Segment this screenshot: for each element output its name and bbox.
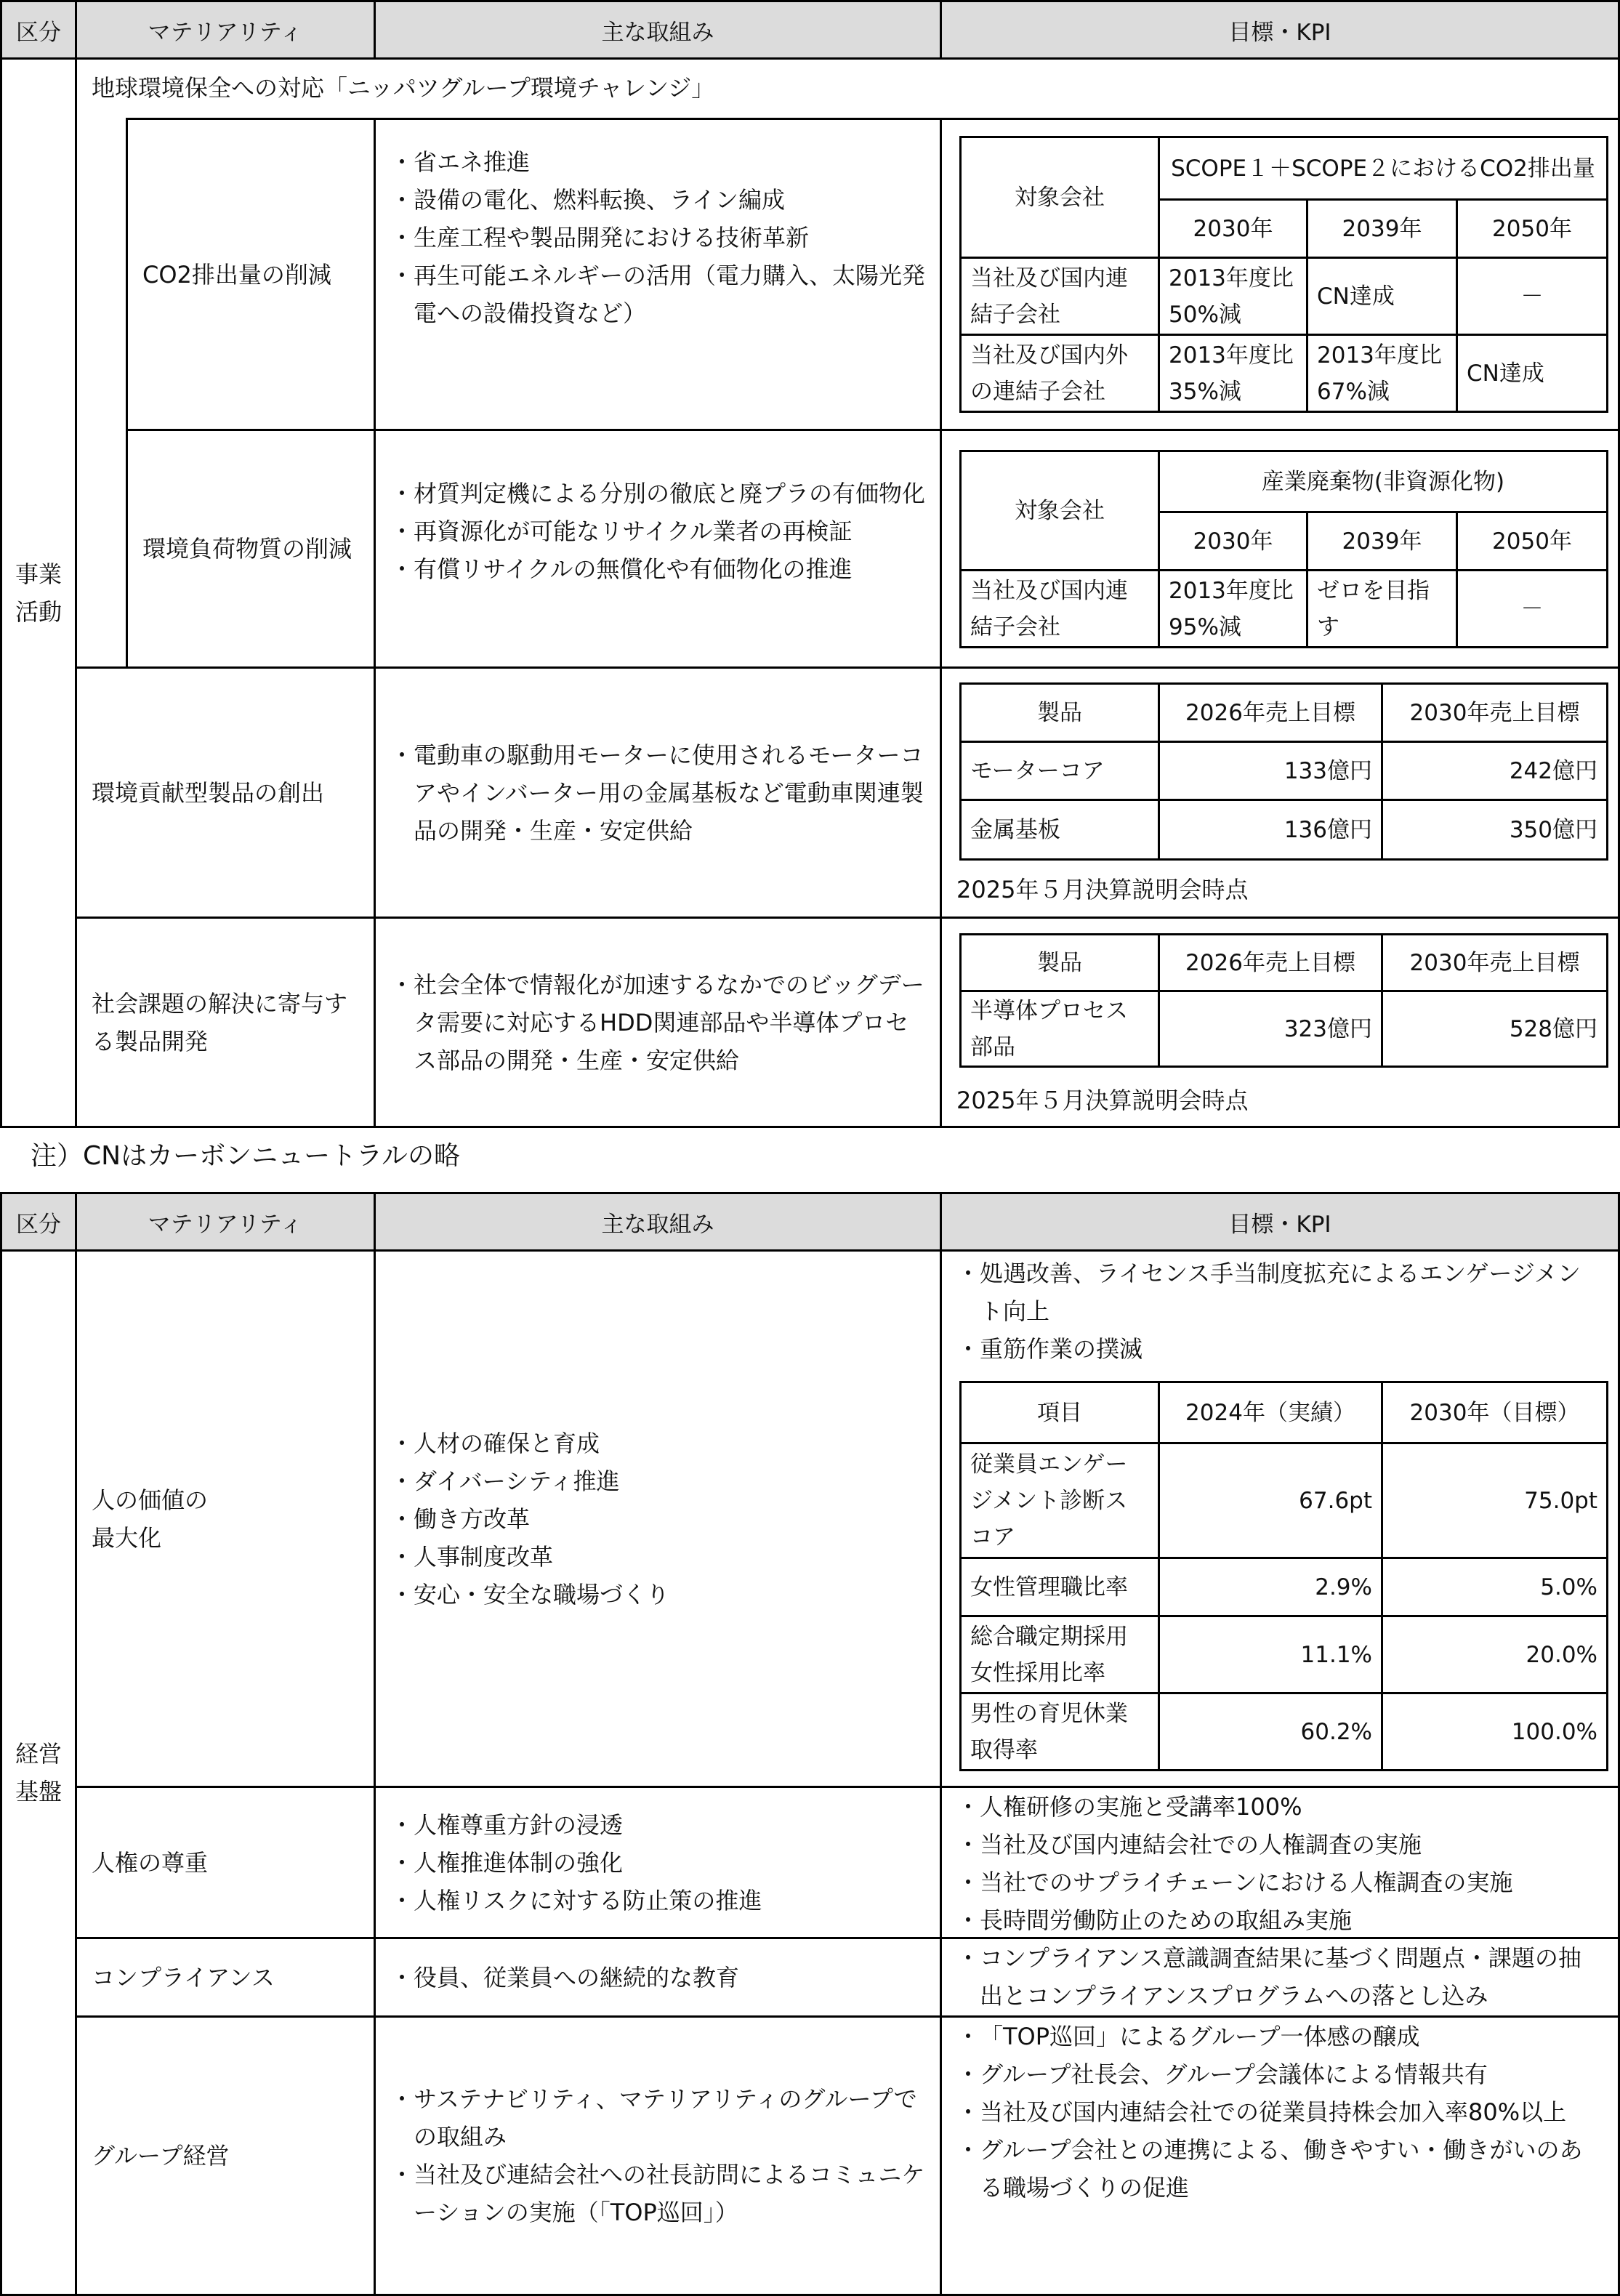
header-materiality-label: マテリアリティ — [148, 19, 303, 46]
table-cell: 323億円 — [1159, 991, 1382, 1067]
materiality-compliance — [75, 1937, 376, 2018]
actions-list — [390, 1806, 762, 1920]
list-item: ・ 設備の電化、燃料転換、ライン編成 — [390, 181, 925, 219]
table-cell: 2.9% — [1159, 1558, 1382, 1616]
table-cell: 60.2% — [1159, 1693, 1382, 1771]
list-item: ・ 処遇改善、ライセンス手当制度拡充によるエンゲージメント向上 — [956, 1254, 1603, 1330]
list-item: ・ 人材の確保と育成 — [390, 1425, 669, 1462]
header-actions-label: 主な取組み — [601, 19, 714, 46]
list-item: ・ サステナビリティ、マテリアリティのグループでの取組み — [390, 2080, 925, 2156]
table-cell: － — [1457, 258, 1608, 335]
table-cell: 2013年度比50%減 — [1159, 258, 1307, 335]
kpi-note: 2025年５月決算説明会時点 — [956, 1087, 1249, 1114]
materiality-line: 人の価値の — [92, 1486, 209, 1514]
header-kpi — [940, 0, 1620, 60]
table-header-cell: 2039年 — [1307, 200, 1457, 258]
category-label — [15, 555, 62, 631]
table-cell: 2013年度比67%減 — [1307, 335, 1457, 412]
footnote: 注）CNはカーボンニュートラルの略 — [31, 1141, 460, 1171]
materiality-label: コンプライアンス — [92, 1963, 275, 1991]
list-item: ・ 社会全体で情報化が加速するなかでのビッグデータ需要に対応するHDD関連部品や半導体プロセス部品の開発・生産・安定供給 — [390, 966, 925, 1079]
list-item: ・ 当社でのサプライチェーンにおける人権調査の実施 — [956, 1864, 1603, 1901]
actions-list — [390, 1425, 669, 1614]
list-item: ・ 当社及び国内連結会社での従業員持株会加入率80%以上 — [956, 2093, 1603, 2131]
table-header-cell: 製品 — [961, 684, 1159, 742]
header-category — [0, 0, 77, 60]
table-cell: 528億円 — [1382, 991, 1608, 1067]
list-item: ・ 長時間労働防止のための取組み実施 — [956, 1901, 1603, 1939]
list-item: ・ 再資源化が可能なリサイクル業者の再検証 — [390, 512, 925, 550]
list-item: ・ コンプライアンス意識調査結果に基づく問題点・課題の抽出とコンプライアンスプログラムへの落とし込み — [956, 1939, 1603, 2015]
kpi-group-management — [940, 2015, 1620, 2296]
materiality-human-value — [75, 1249, 376, 1788]
kpi-bullets — [956, 1788, 1603, 1939]
header-actions — [374, 1192, 942, 1252]
kpi-human-value — [940, 1249, 1620, 1788]
actions-list — [390, 966, 925, 1079]
management-foundation-table — [0, 1192, 1620, 2296]
table-row — [961, 258, 1608, 335]
list-item: ・ 当社及び連結会社への社長訪問によるコミュニケーションの実施（「TOP巡回」） — [390, 2156, 925, 2231]
table-cell: 75.0pt — [1382, 1443, 1608, 1558]
list-item: ・ グループ会社との連携による、働きやすい・働きがいのある職場づくりの促進 — [956, 2131, 1603, 2207]
table-row — [961, 800, 1608, 860]
materiality-label: 社会課題の解決に寄与する製品開発 — [92, 989, 348, 1055]
header-category-label: 区分 — [16, 1211, 61, 1238]
eco-products-kpi-table — [959, 682, 1608, 861]
category-line: 活動 — [15, 597, 62, 626]
list-item: ・ 有償リサイクルの無償化や有価物化の推進 — [390, 550, 925, 588]
materiality-group-management — [75, 2015, 376, 2296]
actions-hazardous — [374, 429, 942, 669]
kpi-eco-products — [940, 666, 1620, 919]
actions-co2 — [374, 118, 942, 431]
header-kpi-label: 目標・KPI — [1228, 19, 1331, 46]
actions-eco-products — [374, 666, 942, 919]
table-header-cell: 2030年売上目標 — [1382, 684, 1608, 742]
table-header-cell: SCOPE１＋SCOPE２におけるCO2排出量 — [1159, 137, 1608, 200]
table-row — [961, 1443, 1608, 1558]
actions-list — [390, 143, 925, 332]
social-kpi-table — [959, 933, 1608, 1068]
table-cell: 5.0% — [1382, 1558, 1608, 1616]
co2-kpi-table — [959, 136, 1608, 413]
actions-list — [390, 475, 925, 588]
materiality-eco-products — [75, 666, 376, 919]
category-cell — [0, 1249, 77, 2296]
table-cell: 67.6pt — [1159, 1443, 1382, 1558]
table-header-cell: 対象会社 — [961, 137, 1159, 258]
table-cell: 350億円 — [1382, 800, 1608, 860]
list-item: ・ 電動車の駆動用モーターに使用されるモーターコアやインバーター用の金属基板など電動車関連製品の開発・生産・安定供給 — [390, 736, 925, 850]
table-header-cell: 2050年 — [1457, 512, 1608, 571]
table-row — [961, 1616, 1608, 1693]
table-cell: 当社及び国内連結子会社 — [961, 571, 1159, 648]
materiality-human-rights — [75, 1786, 376, 1939]
table-cell: モーターコア — [961, 742, 1159, 800]
table-cell: 20.0% — [1382, 1616, 1608, 1693]
list-item: ・ 再生可能エネルギーの活用（電力購入、太陽光発電への設備投資など） — [390, 257, 925, 332]
table-cell: 133億円 — [1159, 742, 1382, 800]
list-item: ・ グループ社長会、グループ会議体による情報共有 — [956, 2055, 1603, 2093]
table-row — [961, 1558, 1608, 1616]
actions-list — [390, 1959, 739, 1997]
table-cell: 女性管理職比率 — [961, 1558, 1159, 1616]
table-header-cell: 2030年 — [1159, 200, 1307, 258]
materiality-label: 環境貢献型製品の創出 — [92, 778, 325, 807]
table-cell: 当社及び国内連結子会社 — [961, 258, 1159, 335]
table-header-cell: 対象会社 — [961, 451, 1159, 571]
kpi-co2 — [940, 118, 1620, 431]
list-item: ・ 人権リスクに対する防止策の推進 — [390, 1882, 762, 1920]
table-header-cell: 2030年（目標） — [1382, 1382, 1608, 1443]
table-cell: － — [1457, 571, 1608, 648]
table-cell: 2013年度比95%減 — [1159, 571, 1307, 648]
table-cell: CN達成 — [1457, 335, 1608, 412]
header-materiality-label: マテリアリティ — [148, 1211, 303, 1238]
materiality-label — [92, 1481, 208, 1557]
table-row — [961, 991, 1608, 1067]
header-materiality — [75, 0, 376, 60]
materiality-co2 — [126, 118, 376, 431]
table-header-cell: 2039年 — [1307, 512, 1457, 571]
env-challenge-title: 地球環境保全への対応「ニッパツグループ環境チャレンジ」 — [92, 74, 715, 102]
materiality-social — [75, 917, 376, 1128]
table-cell: 総合職定期採用女性採用比率 — [961, 1616, 1159, 1693]
list-item: ・ 重筋作業の撲滅 — [956, 1330, 1603, 1368]
header-kpi-label: 目標・KPI — [1228, 1211, 1331, 1238]
list-item: ・ 人権尊重方針の浸透 — [390, 1806, 762, 1844]
table-header-cell: 2026年売上目標 — [1159, 935, 1382, 991]
header-category-label: 区分 — [16, 19, 61, 46]
table-row — [961, 335, 1608, 412]
materiality-label: CO2排出量の削減 — [142, 260, 331, 289]
table-cell: 2013年度比35%減 — [1159, 335, 1307, 412]
materiality-label: グループ経営 — [92, 2142, 230, 2170]
table-cell: 男性の育児休業取得率 — [961, 1693, 1159, 1771]
table-header-cell: 2024年（実績） — [1159, 1382, 1382, 1443]
header-materiality — [75, 1192, 376, 1252]
kpi-hazardous — [940, 429, 1620, 669]
category-line: 基盤 — [15, 1778, 62, 1805]
table-cell: 100.0% — [1382, 1693, 1608, 1771]
actions-human-value — [374, 1249, 942, 1788]
table-header-cell: 2030年 — [1159, 512, 1307, 571]
business-activities-table — [0, 0, 1620, 1128]
category-line: 経営 — [15, 1740, 62, 1768]
human-value-kpi-table — [959, 1381, 1608, 1771]
list-item: ・ 生産工程や製品開発における技術革新 — [390, 219, 925, 257]
table-row — [961, 571, 1608, 648]
actions-list — [390, 736, 925, 850]
table-header-cell: 製品 — [961, 935, 1159, 991]
table-cell: ゼロを目指す — [1307, 571, 1457, 648]
list-item: ・ 当社及び国内連結会社での人権調査の実施 — [956, 1826, 1603, 1864]
header-actions-label: 主な取組み — [601, 1211, 714, 1238]
kpi-note: 2025年５月決算説明会時点 — [956, 876, 1249, 903]
materiality-label: 人権の尊重 — [92, 1848, 209, 1877]
table-cell: CN達成 — [1307, 258, 1457, 335]
table-row — [961, 1693, 1608, 1771]
category-line: 事業 — [15, 560, 62, 588]
category-label — [15, 1735, 62, 1810]
header-kpi — [940, 1192, 1620, 1252]
table-header-cell: 2030年売上目標 — [1382, 935, 1608, 991]
list-item: ・ 「TOP巡回」によるグループ一体感の醸成 — [956, 2018, 1603, 2055]
kpi-bullets — [956, 1254, 1603, 1368]
actions-list — [390, 2080, 925, 2231]
table-header-cell: 2050年 — [1457, 200, 1608, 258]
kpi-bullets — [956, 2018, 1603, 2207]
list-item: ・ 人事制度改革 — [390, 1538, 669, 1576]
list-item: ・ 人権推進体制の強化 — [390, 1844, 762, 1882]
materiality-label: 環境負荷物質の削減 — [142, 535, 352, 563]
materiality-line: 最大化 — [92, 1523, 162, 1552]
materiality-hazardous — [126, 429, 376, 669]
table-cell: 従業員エンゲージメント診断スコア — [961, 1443, 1159, 1558]
list-item: ・ 役員、従業員への継続的な教育 — [390, 1959, 739, 1997]
table-cell: 242億円 — [1382, 742, 1608, 800]
list-item: ・ 働き方改革 — [390, 1500, 669, 1538]
table-cell: 半導体プロセス部品 — [961, 991, 1159, 1067]
table-row — [961, 742, 1608, 800]
table-header-cell: 項目 — [961, 1382, 1159, 1443]
list-item: ・ 人権研修の実施と受講率100% — [956, 1788, 1603, 1826]
table-cell: 当社及び国内外の連結子会社 — [961, 335, 1159, 412]
list-item: ・ 安心・安全な職場づくり — [390, 1576, 669, 1614]
table-header-cell: 2026年売上目標 — [1159, 684, 1382, 742]
hazardous-kpi-table — [959, 450, 1608, 648]
kpi-human-rights — [940, 1786, 1620, 1939]
table-header-cell: 産業廃棄物(非資源化物) — [1159, 451, 1608, 512]
header-actions — [374, 0, 942, 60]
table-cell: 136億円 — [1159, 800, 1382, 860]
actions-group-management — [374, 2015, 942, 2296]
table-cell: 金属基板 — [961, 800, 1159, 860]
kpi-bullets — [956, 1939, 1603, 2015]
kpi-social — [940, 917, 1620, 1128]
header-category — [0, 1192, 77, 1252]
actions-compliance — [374, 1937, 942, 2018]
actions-social — [374, 917, 942, 1128]
list-item: ・ 材質判定機による分別の徹底と廃プラの有価物化 — [390, 475, 925, 512]
table-cell: 11.1% — [1159, 1616, 1382, 1693]
list-item: ・ ダイバーシティ推進 — [390, 1462, 669, 1500]
category-cell — [0, 57, 77, 1128]
list-item: ・ 省エネ推進 — [390, 143, 925, 181]
actions-human-rights — [374, 1786, 942, 1939]
kpi-compliance — [940, 1937, 1620, 2018]
